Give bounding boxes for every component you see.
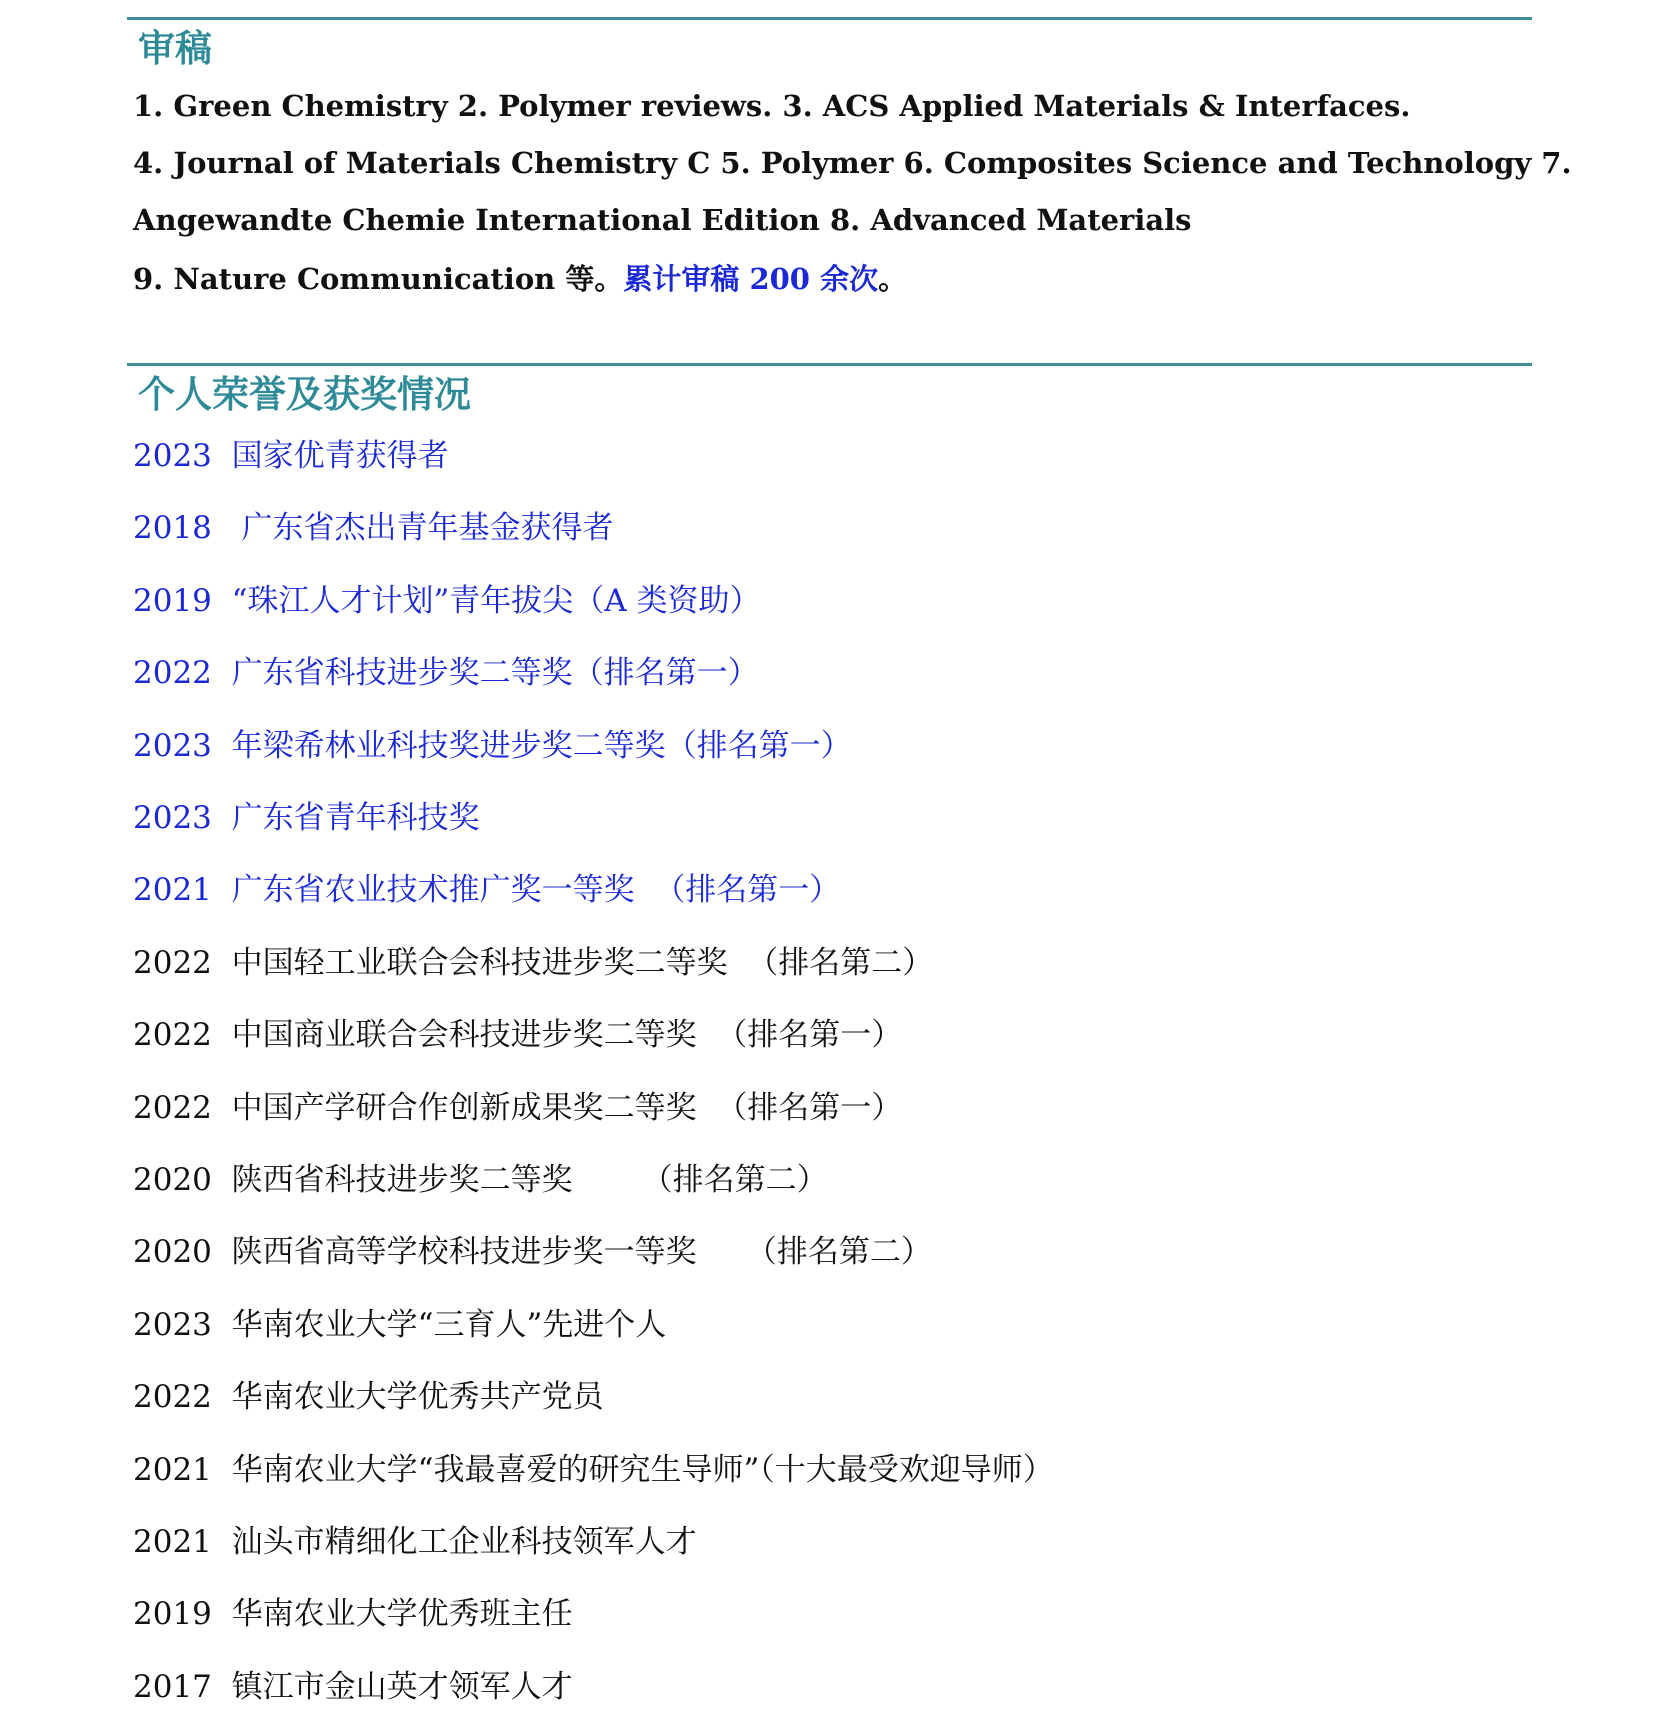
section-divider-review <box>127 17 1532 20</box>
award-item: 2021 华南农业大学“我最喜爱的研究生导师”（十大最受欢迎导师） <box>133 1452 1054 1488</box>
review-section-title: 审稿 <box>138 27 212 70</box>
award-item: 2021 汕头市精细化工企业科技领军人才 <box>133 1524 697 1560</box>
review-count-highlight: 累计审稿 200 余次 <box>623 262 879 296</box>
award-item: 2022 中国产学研合作创新成果奖二等奖 （排名第一） <box>133 1090 903 1126</box>
award-item: 2020 陕西省科技进步奖二等奖 （排名第二） <box>133 1162 828 1198</box>
review-journals-line-4 <box>133 262 908 296</box>
review-journals-line-1: 1. Green Chemistry 2. Polymer reviews. 3. ACS Applied Materials & Interfaces. <box>133 89 1411 123</box>
award-item: 2023 国家优青获得者 <box>133 438 449 474</box>
award-item: 2023 广东省青年科技奖 <box>133 800 480 836</box>
award-item: 2017 镇江市金山英才领军人才 <box>133 1669 573 1705</box>
award-item: 2022 华南农业大学优秀共产党员 <box>133 1379 604 1415</box>
award-item: 2018 广东省杰出青年基金获得者 <box>133 510 614 546</box>
award-item: 2021 广东省农业技术推广奖一等奖 （排名第一） <box>133 872 841 908</box>
award-item: 2022 中国商业联合会科技进步奖二等奖 （排名第一） <box>133 1017 903 1053</box>
award-item: 2023 华南农业大学“三育人”先进个人 <box>133 1307 667 1343</box>
review-journals-line-3: Angewandte Chemie International Edition 8. Advanced Materials <box>133 203 1192 237</box>
review-line-end: 。 <box>878 262 908 296</box>
review-journals-line-2: 4. Journal of Materials Chemistry C 5. Polymer 6. Composites Science and Technology 7. <box>133 146 1572 180</box>
award-item: 2020 陕西省高等学校科技进步奖一等奖 （排名第二） <box>133 1234 932 1270</box>
award-item: 2019 “珠江人才计划”青年拔尖（A 类资助） <box>133 583 761 619</box>
award-item: 2022 中国轻工业联合会科技进步奖二等奖 （排名第二） <box>133 945 934 981</box>
award-item: 2022 广东省科技进步奖二等奖（排名第一） <box>133 655 759 691</box>
award-item: 2019 华南农业大学优秀班主任 <box>133 1596 573 1632</box>
review-journals-tail: 9. Nature Communication 等。 <box>133 262 624 296</box>
honors-section-title: 个人荣誉及获奖情况 <box>138 373 471 416</box>
section-divider-honors <box>127 363 1532 366</box>
award-item: 2023 年梁希林业科技奖进步奖二等奖（排名第一） <box>133 728 852 764</box>
